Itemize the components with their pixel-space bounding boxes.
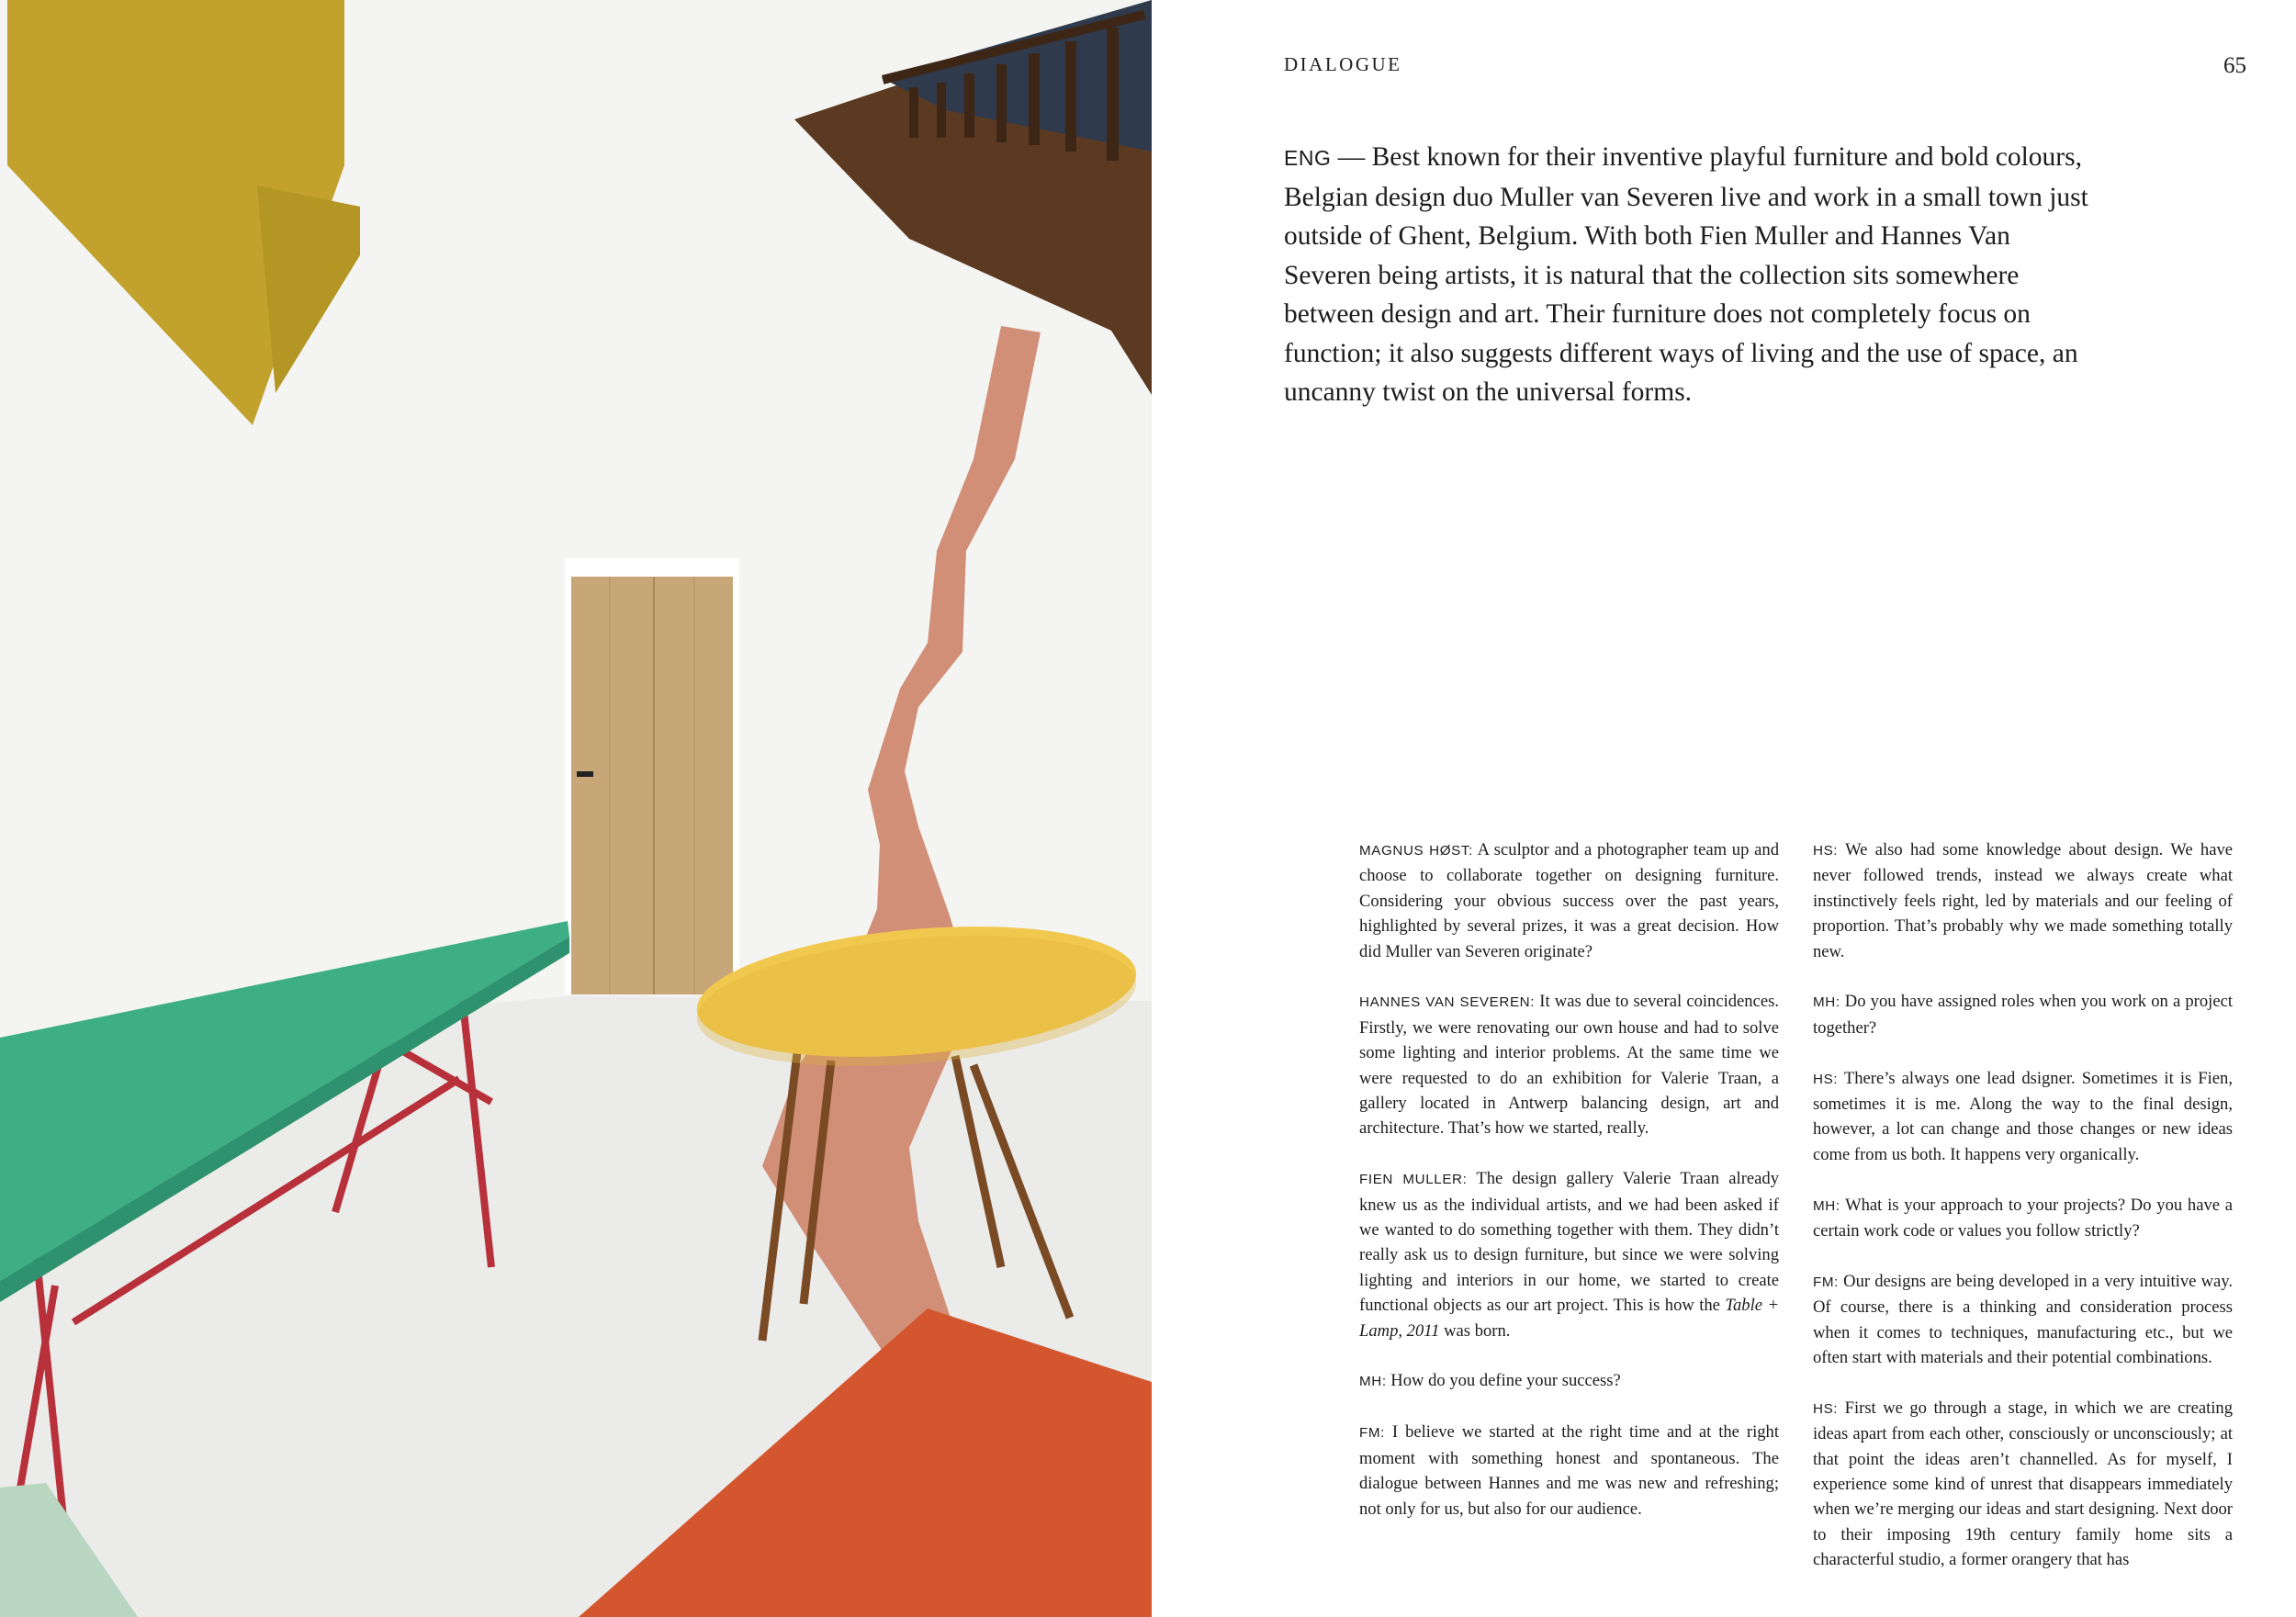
text-page xyxy=(1152,0,2296,1617)
entry-text: It was due to several coincidences. Firstly, we were renovating our own house and had to solve some lighting and interior problems. At the same time we were requested to do an exhibition for Valerie Traan, a gallery located in Antwerp balancing design, art and architecture. That’s how we started, really. xyxy=(1359,992,1779,1139)
interview-entry xyxy=(1813,1066,2233,1168)
entry-text: Our designs are being developed in a very intuitive way. Of course, there is a thinking and consideration process when it comes to techniques, manufacturing etc., but we often start with materials and their potential combinations. xyxy=(1813,1271,2233,1368)
speaker-label: FIEN MULLER: xyxy=(1359,1172,1468,1188)
entry-text: I believe we started at the right time and at the right moment with something honest and spontaneous. The dialogue between Hannes and me was new and refreshing; not only for us, but also for our audience. xyxy=(1359,1422,1779,1519)
interview-entry xyxy=(1359,837,1779,964)
interview-entry xyxy=(1359,989,1779,1140)
speaker-label: HS: xyxy=(1813,1071,1839,1087)
entry-text: What is your approach to your projects? Do you have a certain work code or values you follow strictly? xyxy=(1813,1195,2234,1241)
language-label: ENG xyxy=(1284,146,1332,170)
speaker-label: FM: xyxy=(1813,1274,1839,1290)
speaker-label: HS: xyxy=(1813,1400,1839,1417)
speaker-label: MH: xyxy=(1359,1374,1387,1390)
interview-entry xyxy=(1813,1269,2233,1371)
speaker-label: MH: xyxy=(1813,994,1840,1011)
entry-text: A sculptor and a photographer team up and choose to collaborate together on designing furniture. Considering your obvious success over the past years, highlighted by several prizes, it was a great decision. How did Muller van Severen originate? xyxy=(1359,840,1779,961)
artwork-title: Table + Lamp, 2011 xyxy=(1359,1296,1779,1341)
page-number: 65 xyxy=(2223,53,2246,78)
intro-dash: — xyxy=(1331,142,1372,172)
interview-entry xyxy=(1813,989,2233,1040)
interview-entry xyxy=(1813,1193,2233,1244)
entry-text: First we go through a stage, in which we are creating ideas apart from each other, consciously or unconsciously; at that point the ideas aren’t channelled. As for myself, I experience some kind of unrest that disappears immediately when we’re merging our ideas and start designing. Next door to their imposing 19th century family home sits a characterful studio, a former orangery that has xyxy=(1813,1398,2233,1570)
interview-entry xyxy=(1359,1166,1779,1343)
entry-text: The design gallery Valerie Traan already knew us as the individual artists, and we had been asked if we wanted to do something together with them. They didn’t really ask us to design furniture, but since we were solving lighting and interiors in our home, we started to create functional objects as our art project. This is how the xyxy=(1359,1169,1779,1316)
interview-column-right xyxy=(1813,837,2233,1598)
interview-entry xyxy=(1813,1396,2233,1573)
intro-text: Best known for their inventive playful furniture and bold colours, Belgian design duo Muller van Severen live and work in a small town just outside of Ghent, Belgium. With both Fien Muller and Hannes Van Severen being artists, it is natural that the collection sits somewhere between design and art. Their furniture does not completely focus on function; it also suggests different ways of living and the use of space, an uncanny twist on the universal forms. xyxy=(1284,142,2088,407)
running-head: DIALOGUE xyxy=(1284,53,1402,75)
entry-text: How do you define your success? xyxy=(1390,1371,1621,1391)
speaker-label: MAGNUS HØST: xyxy=(1359,843,1473,859)
interview-column-left xyxy=(1359,837,1779,1546)
speaker-label: HANNES VAN SEVEREN: xyxy=(1359,994,1536,1011)
entry-text: We also had some knowledge about design. We have never followed trends, instead we always create what instinctively feels right, led by materials and our feeling of proportion. That’s probably why we made something totally new. xyxy=(1813,840,2233,961)
interview-entry xyxy=(1359,1368,1779,1394)
interview-entry xyxy=(1359,1420,1779,1522)
intro-paragraph xyxy=(1284,138,2092,412)
entry-text: There’s always one lead dsigner. Sometimes it is Fien, sometimes it is me. Along the way to the final design, however, a lot can change and those changes or new ideas come from us both. It happens very organically. xyxy=(1813,1068,2234,1164)
speaker-label: FM: xyxy=(1359,1425,1385,1442)
door-handle xyxy=(577,771,593,777)
interview-entry xyxy=(1813,837,2233,964)
speaker-label: HS: xyxy=(1813,843,1839,859)
entry-text-tail: was born. xyxy=(1444,1320,1511,1341)
speaker-label: MH: xyxy=(1813,1197,1840,1214)
entry-text: Do you have assigned roles when you work on a project together? xyxy=(1813,992,2233,1038)
wooden-door xyxy=(571,577,733,994)
